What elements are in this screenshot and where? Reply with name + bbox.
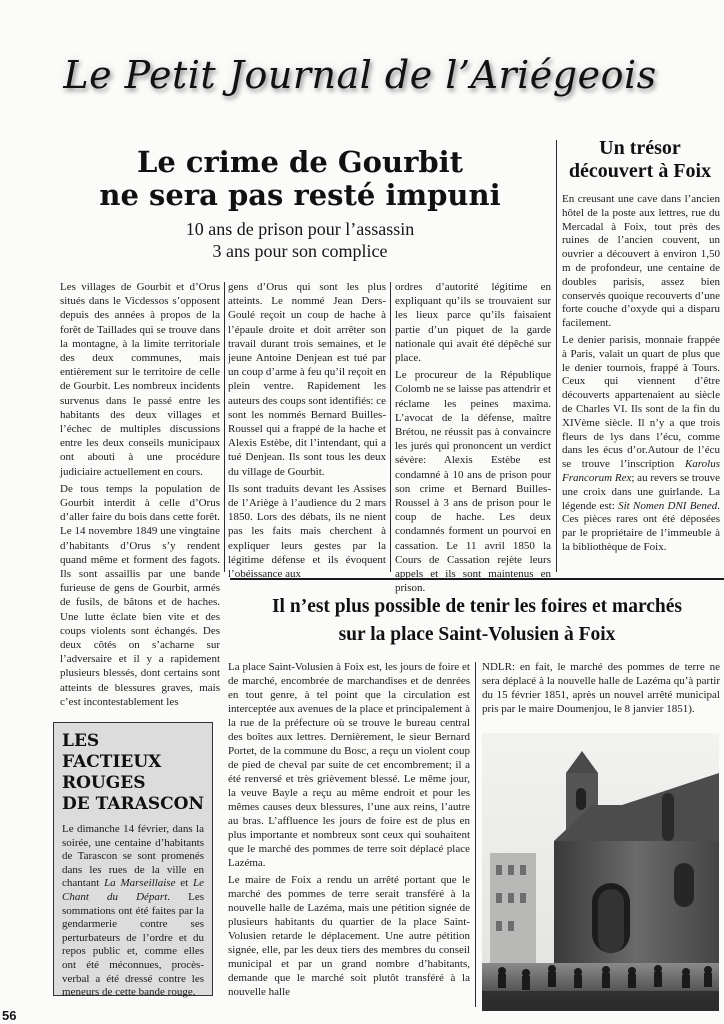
paragraph: La place Saint-Volusien à Foix est, les jours de foire et de marché, encombrée de marchandises et de denrées en tout genre, à tel point que la circulation est interceptée aux avenues de la place et principalement à la rue de la préfecture où se trouve le bureau central des boîtes aux lettres. Dernièrement, le sieur Bernard Portet, de la commune du Bosc, a reçu un violent coup de pied de cheval par suite de cet encombrement; il a été renversé et très grièvement blessé. Le même jour, la veuve Bayle a reçu au même endroit et pour les mêmes causes deux blessures, l’une aux reins, l’autre au bras. L’affluence les jours de foire est de plus en plus importante et nombreux sont ceux qui souhaitent que le marché des pommes de terre soit déplacé place Lazéma. [228, 661, 470, 869]
column-divider [556, 140, 557, 572]
text-run: . Les sommations ont été faites par la gendarmerie contre ses perturbateurs de l’ordre et du repos public et, comme elles ont été méconnues, procès-verbal a été dressé contre les meneurs de cette bande rouge. [62, 890, 204, 999]
factieux-title-line-1: LES FACTIEUX [62, 731, 162, 772]
paragraph: Les villages de Gourbit et d’Orus situés dans le Vicdessos s’opposent depuis des années à propos de la forêt de Taillades qui se trouve dans la montagne, à la limite territoriale des deux communes, mais entièrement sur le territoire de celle de Gourbit. Les nombreux incidents survenus dans le passé entre les habitants des deux villages et l’échec de multiples discussions entre les deux conseils municipaux ont abouti à une procédure judiciaire actuellement en cours. [60, 281, 220, 478]
main-subhead [70, 218, 530, 262]
latin-inscription: Karolus Francorum Rex [562, 458, 720, 484]
foires-column-2 [482, 660, 720, 719]
main-headline [70, 146, 530, 212]
factieux-text [62, 823, 204, 1000]
tresor-article [562, 193, 720, 558]
factieux-title [62, 731, 204, 815]
foires-title [232, 593, 722, 649]
main-article-column-3 [395, 280, 551, 598]
text-run: et [175, 877, 193, 890]
factieux-box [53, 722, 213, 999]
paragraph: En creusant une cave dans l’ancien hôtel de la poste aux lettres, rue du Mercadal à Foix, tout près des ruines de l’ancien couvent, un ouvrier a découvert à environ 1,50 m de profondeur, une centaine de doubles parisis, assez bien conservés quoique recouverts d’une forte couche d’oxyde qui a disparu facilement. [562, 193, 720, 330]
headline-line-1: Le crime de Gourbit [136, 145, 464, 179]
church-photo-image [482, 733, 719, 1011]
paragraph: Ils sont traduits devant les Assises de l’Ariège à l’audience du 2 mars 1850. Lors des débats, ils ne nient pas les faits mais cherchent à expliquer leurs gestes par la légitime défense et ils évoquent l’obéissance aux [228, 482, 386, 581]
masthead: Le Petit Journal de l’Ariégeois [63, 53, 657, 97]
paragraph: gens d’Orus qui sont les plus atteints. Le nommé Jean Ders-Goulé reçoit un coup de hache à l’épaule droite et doit arrêter son travail durant trois semaines, et le jeune Antoine Denjean est tué par un coup d’arme à feu qu’il reçoit en plein ventre. Rapidement les auteurs des coups sont identifiés: ce sont les nommés Bernard Builles-Roussel qui a frappé de la hache et Alexis Estèbe, dit l’intendant, qui a tué Denjean. Ils sont tous les deux du village de Gourbit. [228, 281, 386, 478]
paragraph: De tous temps la population de Gourbit interdit à celle d’Orus d’aller faire du bois dans cette forêt. Le 14 novembre 1849 une vingtaine d’habitants d’Orus s’y rendent quand même et forment des fagots. Ils sont assaillis par une bande furieuse de gens de Gourbit, armés de fusils, de bâtons et de haches. Une lutte éclate bien vite et des coups violents sont échangés. Des deux côtés on s’acharne sur l’adversaire et il y a rapidement plusieurs blessés, dont certains sont atteints de blessures graves, mais c’est incontestablement les [60, 482, 220, 708]
tresor-title-line-2: découvert à Foix [568, 160, 712, 182]
paragraph: Le maire de Foix a rendu un arrêté portant que le marché des pommes de terre serait transféré à la nouvelle halle de Lazéma, mais une pétition signée de plusieurs habitants du quartier de la place Saint-Volusien retarde le déplacement. Une autre pétition signée, elle, par les deux tiers des membres du conseil municipal et par un grand nombre d’habitants, demande que le marché soit plutôt transféré à la nouvelle halle [228, 874, 470, 998]
text-run: Le dimanche 14 février, dans la soirée, une centaine d’habitants de Tarascon se sont promenés dans les rues de la ville en chantant [62, 823, 204, 890]
ndlr-note: NDLR: en fait, le marché des pommes de terre ne sera déplacé à la nouvelle halle de Lazéma qu’à partir du 15 février 1851, après un nouvel arrêté municipal pris par le maire Doumenjou, le 8 janvier 1851). [482, 661, 720, 715]
headline-line-2: ne sera pas resté impuni [99, 178, 501, 212]
church-photo [482, 733, 719, 1011]
foires-title-line-1: Il n’est plus possible de tenir les foires et marchés [271, 596, 683, 617]
subhead-line-2: 3 ans pour son complice [212, 241, 388, 261]
section-rule [230, 578, 724, 580]
paragraph: Le procureur de la République Colomb ne se laisse pas attendrir et réclame les peines maxima. L’avocat de la défense, maître Brétou, ne réussit pas à convaincre les jurés qui prononcent un verdict sévère: Alexis Estèbe est condamné à 10 ans de prison pour son crime et Bernard Builles-Roussel à 3 ans de prison pour le coup de hache. Les deux condamnés forment un pourvoi en cassation. Le 11 avril 1850 la Cours de Cassation rejète leurs appels et ils sont maintenus en prison. [395, 369, 551, 595]
latin-legend: Sit Nomen DNI Bened [618, 499, 718, 512]
paragraph [562, 334, 720, 555]
column-divider [224, 282, 225, 572]
foires-title-line-2: sur la place Saint-Volusien à Foix [338, 624, 616, 645]
foires-column-1 [228, 660, 470, 1002]
text-run: . Ces pièces rares ont été déposées par le propriétaire de l’immeuble à la bibliothèque de Foix. [562, 499, 720, 553]
page-number: 56 [2, 1008, 17, 1023]
song-title: Le Chant du Départ [62, 877, 204, 903]
subhead-line-1: 10 ans de prison pour l’assassin [185, 219, 415, 239]
main-article-column-1 [60, 280, 220, 712]
column-divider [475, 662, 476, 1007]
text-run: ; au revers se trouve une croix dans une guirlande. La légende est: [562, 471, 720, 512]
song-title: La Marseillaise [104, 877, 176, 890]
factieux-title-line-3: DE TARASCON [62, 794, 205, 814]
column-divider [390, 282, 391, 572]
text-run: Le denier parisis, monnaie frappée à Paris, valait un quart de plus que le denier tournois, frappé à Tours. Ceux qui viennent d’être découverts appartenaient au siècle de Charles VI. Ils sont de la fin du XIVème siècle. Il n’y a que trois fleurs de lys dans l’écu, comme dans les écus d’or.Autour de l’écu se trouve l’inscription [562, 333, 720, 471]
tresor-title [560, 137, 720, 183]
paragraph: ordres d’autorité légitime en expliquant qu’ils se trouvaient sur les lieux parce qu’ils faisaient partie d’un piquet de la garde nationale qui avait été dépêché sur place. [395, 281, 551, 365]
tresor-title-line-1: Un trésor [599, 137, 681, 159]
main-article-column-2 [228, 280, 386, 584]
factieux-title-line-2: ROUGES [62, 773, 146, 793]
